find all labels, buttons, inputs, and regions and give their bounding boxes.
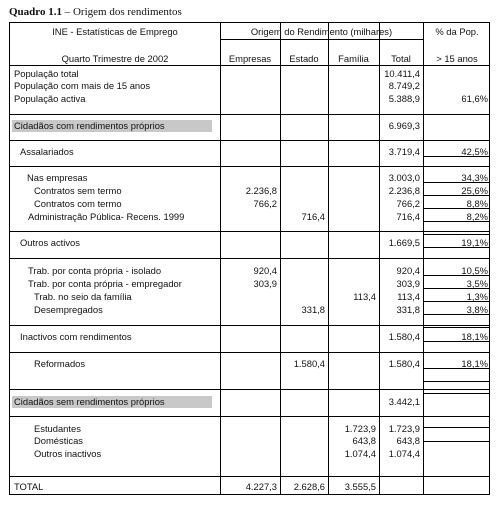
pct-header: % da Pop. (435, 26, 479, 37)
row-label: Assalariados (20, 146, 74, 157)
cell-empresas: 766,2 (253, 198, 277, 209)
cell-total: 113,4 (397, 291, 420, 302)
cell-empresas: 2.236,8 (245, 185, 277, 196)
table-caption: – Origem dos rendimentos (61, 6, 182, 18)
cell-total: 766,2 (396, 198, 420, 209)
row-label: Estudantes (34, 423, 81, 434)
origin-group-header: Origem do Rendimento (milhares) (250, 26, 393, 37)
row-rule (424, 327, 490, 328)
row-rule (10, 166, 490, 167)
row-rule (424, 427, 490, 428)
cell-total: 920,4 (396, 265, 420, 276)
row-rule (10, 416, 490, 417)
row-label: Cidadãos sem rendimentos próprios (14, 396, 165, 407)
cell-familia: 3.555,5 (344, 481, 376, 492)
row-label: Contratos com termo (34, 198, 122, 209)
cell-pct: 8,8% (466, 198, 488, 209)
col-header-total: Total (391, 53, 411, 64)
row-label: TOTAL (14, 481, 44, 492)
row-label: Reformados (34, 358, 86, 369)
cell-total: 1.723,9 (388, 423, 420, 434)
cell-familia: 1.074,4 (344, 448, 376, 459)
cell-total: 2.236,8 (388, 185, 420, 196)
cell-pct: 8,2% (466, 211, 488, 222)
cell-total: 331,8 (396, 304, 420, 315)
row-label: Administração Pública- Recens. 1999 (28, 211, 185, 222)
pct-subheader: > 15 anos (436, 53, 478, 64)
row-label: Desempregados (34, 304, 103, 315)
cell-total: 6.969,3 (388, 120, 420, 131)
row-rule (10, 352, 490, 353)
cell-empresas: 303,9 (253, 278, 277, 289)
row-rule (10, 231, 490, 232)
row-label: Trab. por conta própria - empregador (28, 278, 182, 289)
cell-familia: 643,8 (352, 435, 376, 446)
cell-familia: 1.723,9 (344, 423, 376, 434)
cell-pct: 34,3% (461, 172, 488, 183)
row-rule (10, 114, 490, 115)
period-label: Quarto Trimestre de 2002 (61, 53, 169, 64)
row-label: Inactivos com rendimentos (20, 331, 132, 342)
cell-pct: 18,1% (461, 358, 488, 369)
cell-pct: 25,6% (461, 185, 488, 196)
cell-pct: 3,5% (466, 278, 488, 289)
cell-total: 10.411,4 (384, 68, 420, 79)
row-label: Cidadãos com rendimentos próprios (14, 120, 165, 131)
cell-pct: 18,1% (461, 331, 488, 342)
col-header-familia: Família (338, 53, 369, 64)
income-table (9, 22, 490, 495)
col-header-estado: Estado (289, 53, 319, 64)
cell-estado: 331,8 (301, 304, 325, 315)
row-rule (424, 234, 490, 235)
cell-pct: 1,3% (466, 291, 488, 302)
cell-total: 303,9 (396, 278, 420, 289)
cell-total: 1.669,5 (388, 237, 420, 248)
header-rule (220, 39, 423, 40)
cell-total: 1.580,4 (388, 331, 420, 342)
cell-empresas: 920,4 (253, 265, 277, 276)
row-label: Trab. por conta própria - isolado (28, 265, 162, 276)
row-label: Outros activos (20, 237, 80, 248)
cell-pct: 3,8% (466, 304, 488, 315)
cell-total: 3.003,0 (388, 172, 420, 183)
cell-pct: 61,6% (461, 93, 488, 104)
table-number: Quadro 1.1 (9, 6, 62, 18)
row-rule (10, 476, 490, 477)
cell-pct: 42,5% (461, 146, 488, 157)
header-rule (10, 65, 490, 66)
row-label: População activa (14, 93, 86, 104)
row-label: População com mais de 15 anos (14, 80, 151, 91)
table-title (9, 6, 182, 18)
col-header-empresas: Empresas (228, 53, 272, 64)
cell-total: 1.074,4 (388, 448, 420, 459)
row-rule (10, 258, 490, 259)
row-rule (10, 140, 490, 141)
row-label: População total (14, 68, 79, 79)
row-rule (424, 441, 490, 442)
row-label: Nas empresas (27, 172, 88, 183)
cell-total: 3.719,4 (388, 146, 420, 157)
row-label: Outros inactivos (34, 448, 102, 459)
cell-total: 8.749,2 (388, 80, 420, 91)
cell-estado: 1.580,4 (293, 358, 325, 369)
row-label: Contratos sem termo (34, 185, 122, 196)
row-label: Trab. no seio da família (34, 291, 132, 302)
cell-familia: 113,4 (353, 291, 376, 302)
cell-empresas: 4.227,3 (245, 481, 277, 492)
cell-pct: 19,1% (461, 237, 488, 248)
row-rule (10, 389, 490, 390)
cell-total: 5.388,9 (388, 93, 420, 104)
row-label: Domésticas (34, 435, 83, 446)
cell-estado: 716,4 (301, 211, 325, 222)
row-rule (424, 393, 490, 394)
cell-estado: 2.628,6 (293, 481, 325, 492)
cell-total: 643,8 (396, 435, 420, 446)
cell-total: 716,4 (396, 211, 420, 222)
row-rule (10, 325, 490, 326)
source-label: INE - Estatísticas de Emprego (52, 26, 178, 37)
row-rule (424, 381, 490, 382)
cell-pct: 10,5% (461, 265, 488, 276)
cell-total: 1.580,4 (388, 358, 420, 369)
cell-total: 3.442,1 (388, 396, 420, 407)
